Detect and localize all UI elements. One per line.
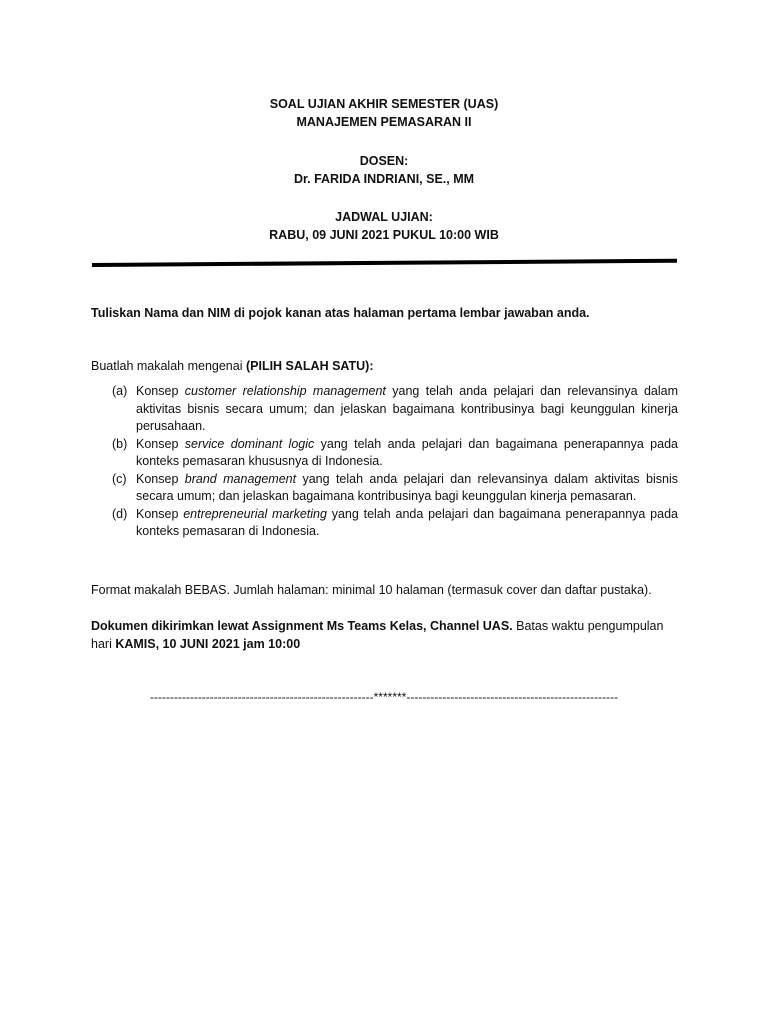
submission-channel: Dokumen dikirimkan lewat Assignment Ms Teams Kelas, Channel UAS. [91, 619, 513, 633]
exam-title [0, 95, 768, 131]
submission-deadline-label: Batas waktu pengumpulan hari [91, 619, 664, 651]
option-text [136, 471, 678, 506]
submission-deadline: KAMIS, 10 JUNI 2021 jam 10:00 [115, 636, 301, 651]
topic-option-d [112, 506, 678, 541]
format-note: Format makalah BEBAS. Jumlah halaman: minimal 10 halaman (termasuk cover dan daftar pustaka). [91, 583, 652, 597]
option-prefix: Konsep [136, 506, 184, 521]
topic-option-c [112, 471, 678, 506]
topic-option-a [112, 383, 678, 436]
instruction-text: Tuliskan Nama dan NIM di pojok kanan atas halaman pertama lembar jawaban anda. [91, 306, 590, 320]
option-suffix: yang telah anda pelajari dan bagaimana penerapannya pada konteks pemasaran khususnya di Indonesia. [136, 436, 678, 468]
option-marker: (b) [112, 436, 128, 451]
option-term: brand management [184, 471, 297, 486]
option-marker: (c) [112, 471, 127, 486]
schedule-label: JADWAL UJIAN: [335, 210, 433, 224]
option-text [136, 436, 678, 471]
option-term: customer relationship management [184, 384, 386, 398]
schedule-block [0, 208, 768, 244]
option-text [136, 506, 678, 541]
option-suffix: yang telah anda pelajari dan relevansinya dalam aktivitas bisnis secara umum; dan jelaskan bagaimana kontribusinya bagi keunggulan kinerja perusahaan. [136, 384, 678, 433]
option-term: entrepreneurial marketing [183, 506, 327, 521]
exam-title-line1: SOAL UJIAN AKHIR SEMESTER (UAS) [269, 97, 499, 111]
option-text [136, 383, 678, 436]
topic-option-b [112, 436, 678, 471]
end-separator: --------------------------------------------------------*******----------------------------------------------------- [149, 690, 619, 704]
option-marker: (a) [112, 384, 128, 398]
topic-options-list [112, 383, 678, 541]
option-prefix: Konsep [136, 384, 185, 398]
submission-note [91, 618, 677, 653]
option-prefix: Konsep [136, 436, 185, 451]
course-name: MANAJEMEN PEMASARAN II [296, 115, 472, 129]
option-prefix: Konsep [136, 471, 185, 486]
task-intro [91, 358, 677, 376]
option-term: service dominant logic [184, 436, 315, 451]
option-marker: (d) [112, 506, 128, 521]
task-intro-emphasis: (PILIH SALAH SATU): [245, 359, 374, 373]
option-suffix: yang telah anda pelajari dan relevansinya dalam aktivitas bisnis secara umum; dan jelaskan bagaimana kontribusinya bagi keunggulan kinerja pemasaran. [136, 471, 678, 503]
lecturer-name: Dr. FARIDA INDRIANI, SE., MM [293, 172, 475, 186]
option-suffix: yang telah anda pelajari dan bagaimana penerapannya pada konteks pemasaran di Indonesia. [136, 506, 678, 538]
header-divider [92, 259, 677, 267]
lecturer-block [0, 152, 768, 188]
lecturer-label: DOSEN: [359, 154, 409, 168]
schedule-value: RABU, 09 JUNI 2021 PUKUL 10:00 WIB [269, 228, 499, 242]
task-intro-text: Buatlah makalah mengenai [91, 359, 246, 373]
